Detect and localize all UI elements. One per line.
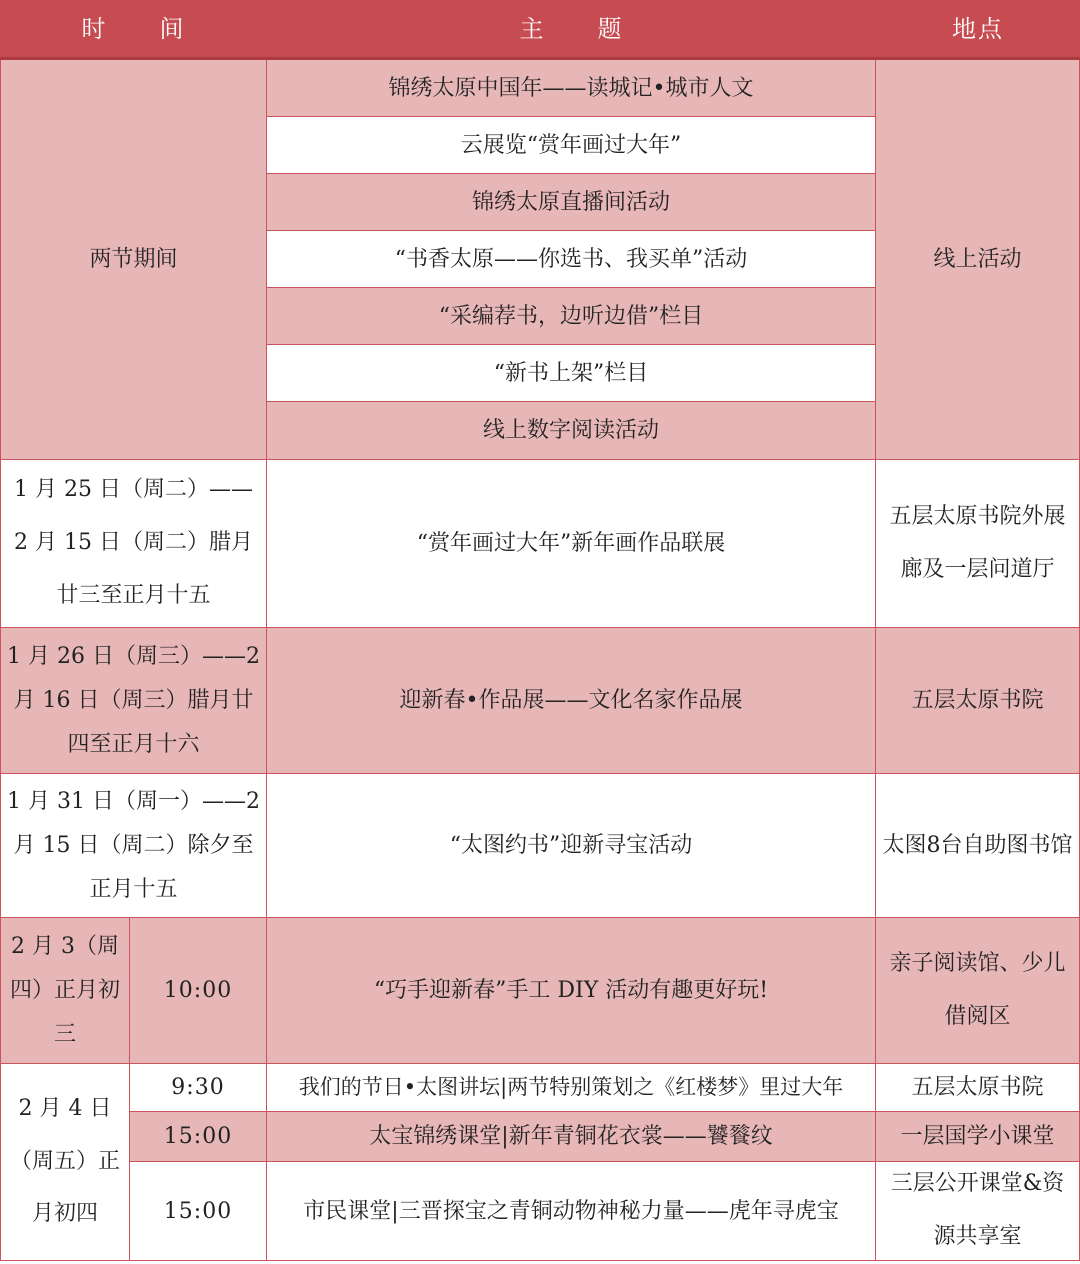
festival-topic-6: “新书上架”栏目: [267, 345, 876, 402]
festival-topic-1: 锦绣太原中国年——读城记•城市人文: [267, 60, 876, 117]
festival-topic-5: “采编荐书，边听边借”栏目: [267, 288, 876, 345]
row5-event2-topic: 太宝锦绣课堂|新年青铜花衣裳——饕餮纹: [267, 1112, 876, 1162]
row5-event2-clock: 15:00: [130, 1112, 267, 1162]
row2-time: 1 月 26 日（周三）——2 月 16 日（周三）腊月廿四至正月十六: [0, 628, 267, 774]
row4-clock: 10:00: [130, 918, 267, 1064]
header-time: 时 间: [0, 0, 267, 60]
row4-date: 2 月 3（周四）正月初三: [0, 918, 130, 1064]
row5-event1-place: 五层太原书院: [876, 1064, 1080, 1112]
row1-time: 1 月 25 日（周二）——2 月 15 日（周二）腊月廿三至正月十五: [0, 460, 267, 628]
festival-place-cell: 线上活动: [876, 60, 1080, 460]
row3-time: 1 月 31 日（周一）——2 月 15 日（周二）除夕至正月十五: [0, 774, 267, 918]
row4-topic: “巧手迎新春”手工 DIY 活动有趣更好玩!: [267, 918, 876, 1064]
row5-event3-clock: 15:00: [130, 1162, 267, 1261]
row5-event1-topic: 我们的节日•太图讲坛|两节特别策划之《红楼梦》里过大年: [267, 1064, 876, 1112]
row5-date: 2 月 4 日（周五）正月初四: [0, 1064, 130, 1261]
festival-topic-2: 云展览“赏年画过大年”: [267, 117, 876, 174]
row3-place: 太图8台自助图书馆: [876, 774, 1080, 918]
row1-place: 五层太原书院外展廊及一层问道厅: [876, 460, 1080, 628]
row4-place: 亲子阅读馆、少儿借阅区: [876, 918, 1080, 1064]
festival-topic-3: 锦绣太原直播间活动: [267, 174, 876, 231]
row3-topic: “太图约书”迎新寻宝活动: [267, 774, 876, 918]
festival-topic-4: “书香太原——你选书、我买单”活动: [267, 231, 876, 288]
row5-event2-place: 一层国学小课堂: [876, 1112, 1080, 1162]
header-place: 地点: [876, 0, 1080, 60]
row2-topic: 迎新春•作品展——文化名家作品展: [267, 628, 876, 774]
header-topic: 主 题: [267, 0, 876, 60]
row2-place: 五层太原书院: [876, 628, 1080, 774]
row5-event3-place: 三层公开课堂&资源共享室: [876, 1162, 1080, 1261]
row5-event1-clock: 9:30: [130, 1064, 267, 1112]
row1-topic: “赏年画过大年”新年画作品联展: [267, 460, 876, 628]
festival-topic-7: 线上数字阅读活动: [267, 402, 876, 460]
row5-event3-topic: 市民课堂|三晋探宝之青铜动物神秘力量——虎年寻虎宝: [267, 1162, 876, 1261]
festival-time-cell: 两节期间: [0, 60, 267, 460]
